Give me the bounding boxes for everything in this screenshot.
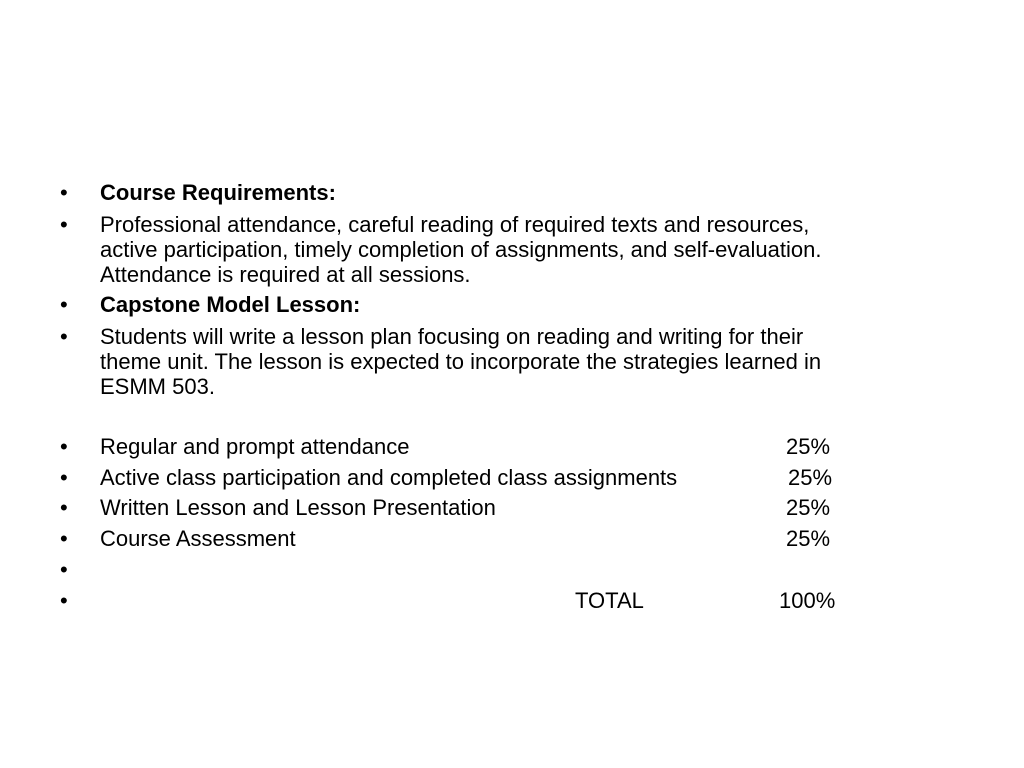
- grading-item-label: Course Assessment: [100, 526, 296, 551]
- grading-item-percent: 25%: [786, 495, 831, 520]
- bullet-marker: •: [60, 495, 68, 520]
- bullet-marker: •: [60, 180, 68, 205]
- grading-item-percent: 25%: [786, 434, 831, 459]
- grading-item-label: Regular and prompt attendance: [100, 434, 410, 459]
- bullet-marker: •: [60, 434, 68, 459]
- bullet-marker: •: [60, 526, 68, 551]
- grading-item-label: Active class participation and completed class assignments: [100, 465, 678, 490]
- grading-item-label: Written Lesson and Lesson Presentation: [100, 495, 496, 520]
- bullet-marker: •: [60, 212, 68, 237]
- total-percent: 100%: [779, 588, 836, 613]
- bullet-marker: •: [60, 324, 68, 349]
- capstone-line-1: Students will write a lesson plan focusing on reading and writing for their: [100, 324, 804, 349]
- grading-item-percent: 25%: [786, 526, 831, 551]
- bullet-marker: •: [60, 292, 68, 317]
- course-requirements-line-1: Professional attendance, careful reading of required texts and resources,: [100, 212, 810, 237]
- capstone-line-2: theme unit. The lesson is expected to incorporate the strategies learned in: [100, 349, 822, 374]
- course-requirements-heading: Course Requirements:: [100, 180, 336, 205]
- bullet-marker: •: [60, 465, 68, 490]
- bullet-marker: •: [60, 588, 68, 613]
- bullet-marker: •: [60, 557, 68, 582]
- capstone-line-3: ESMM 503.: [100, 374, 215, 399]
- course-requirements-line-2: active participation, timely completion of assignments, and self-evaluation.: [100, 237, 822, 262]
- course-requirements-line-3: Attendance is required at all sessions.: [100, 262, 471, 287]
- grading-item-percent: 25%: [788, 465, 833, 490]
- total-label: TOTAL: [575, 588, 644, 613]
- capstone-heading: Capstone Model Lesson:: [100, 292, 361, 317]
